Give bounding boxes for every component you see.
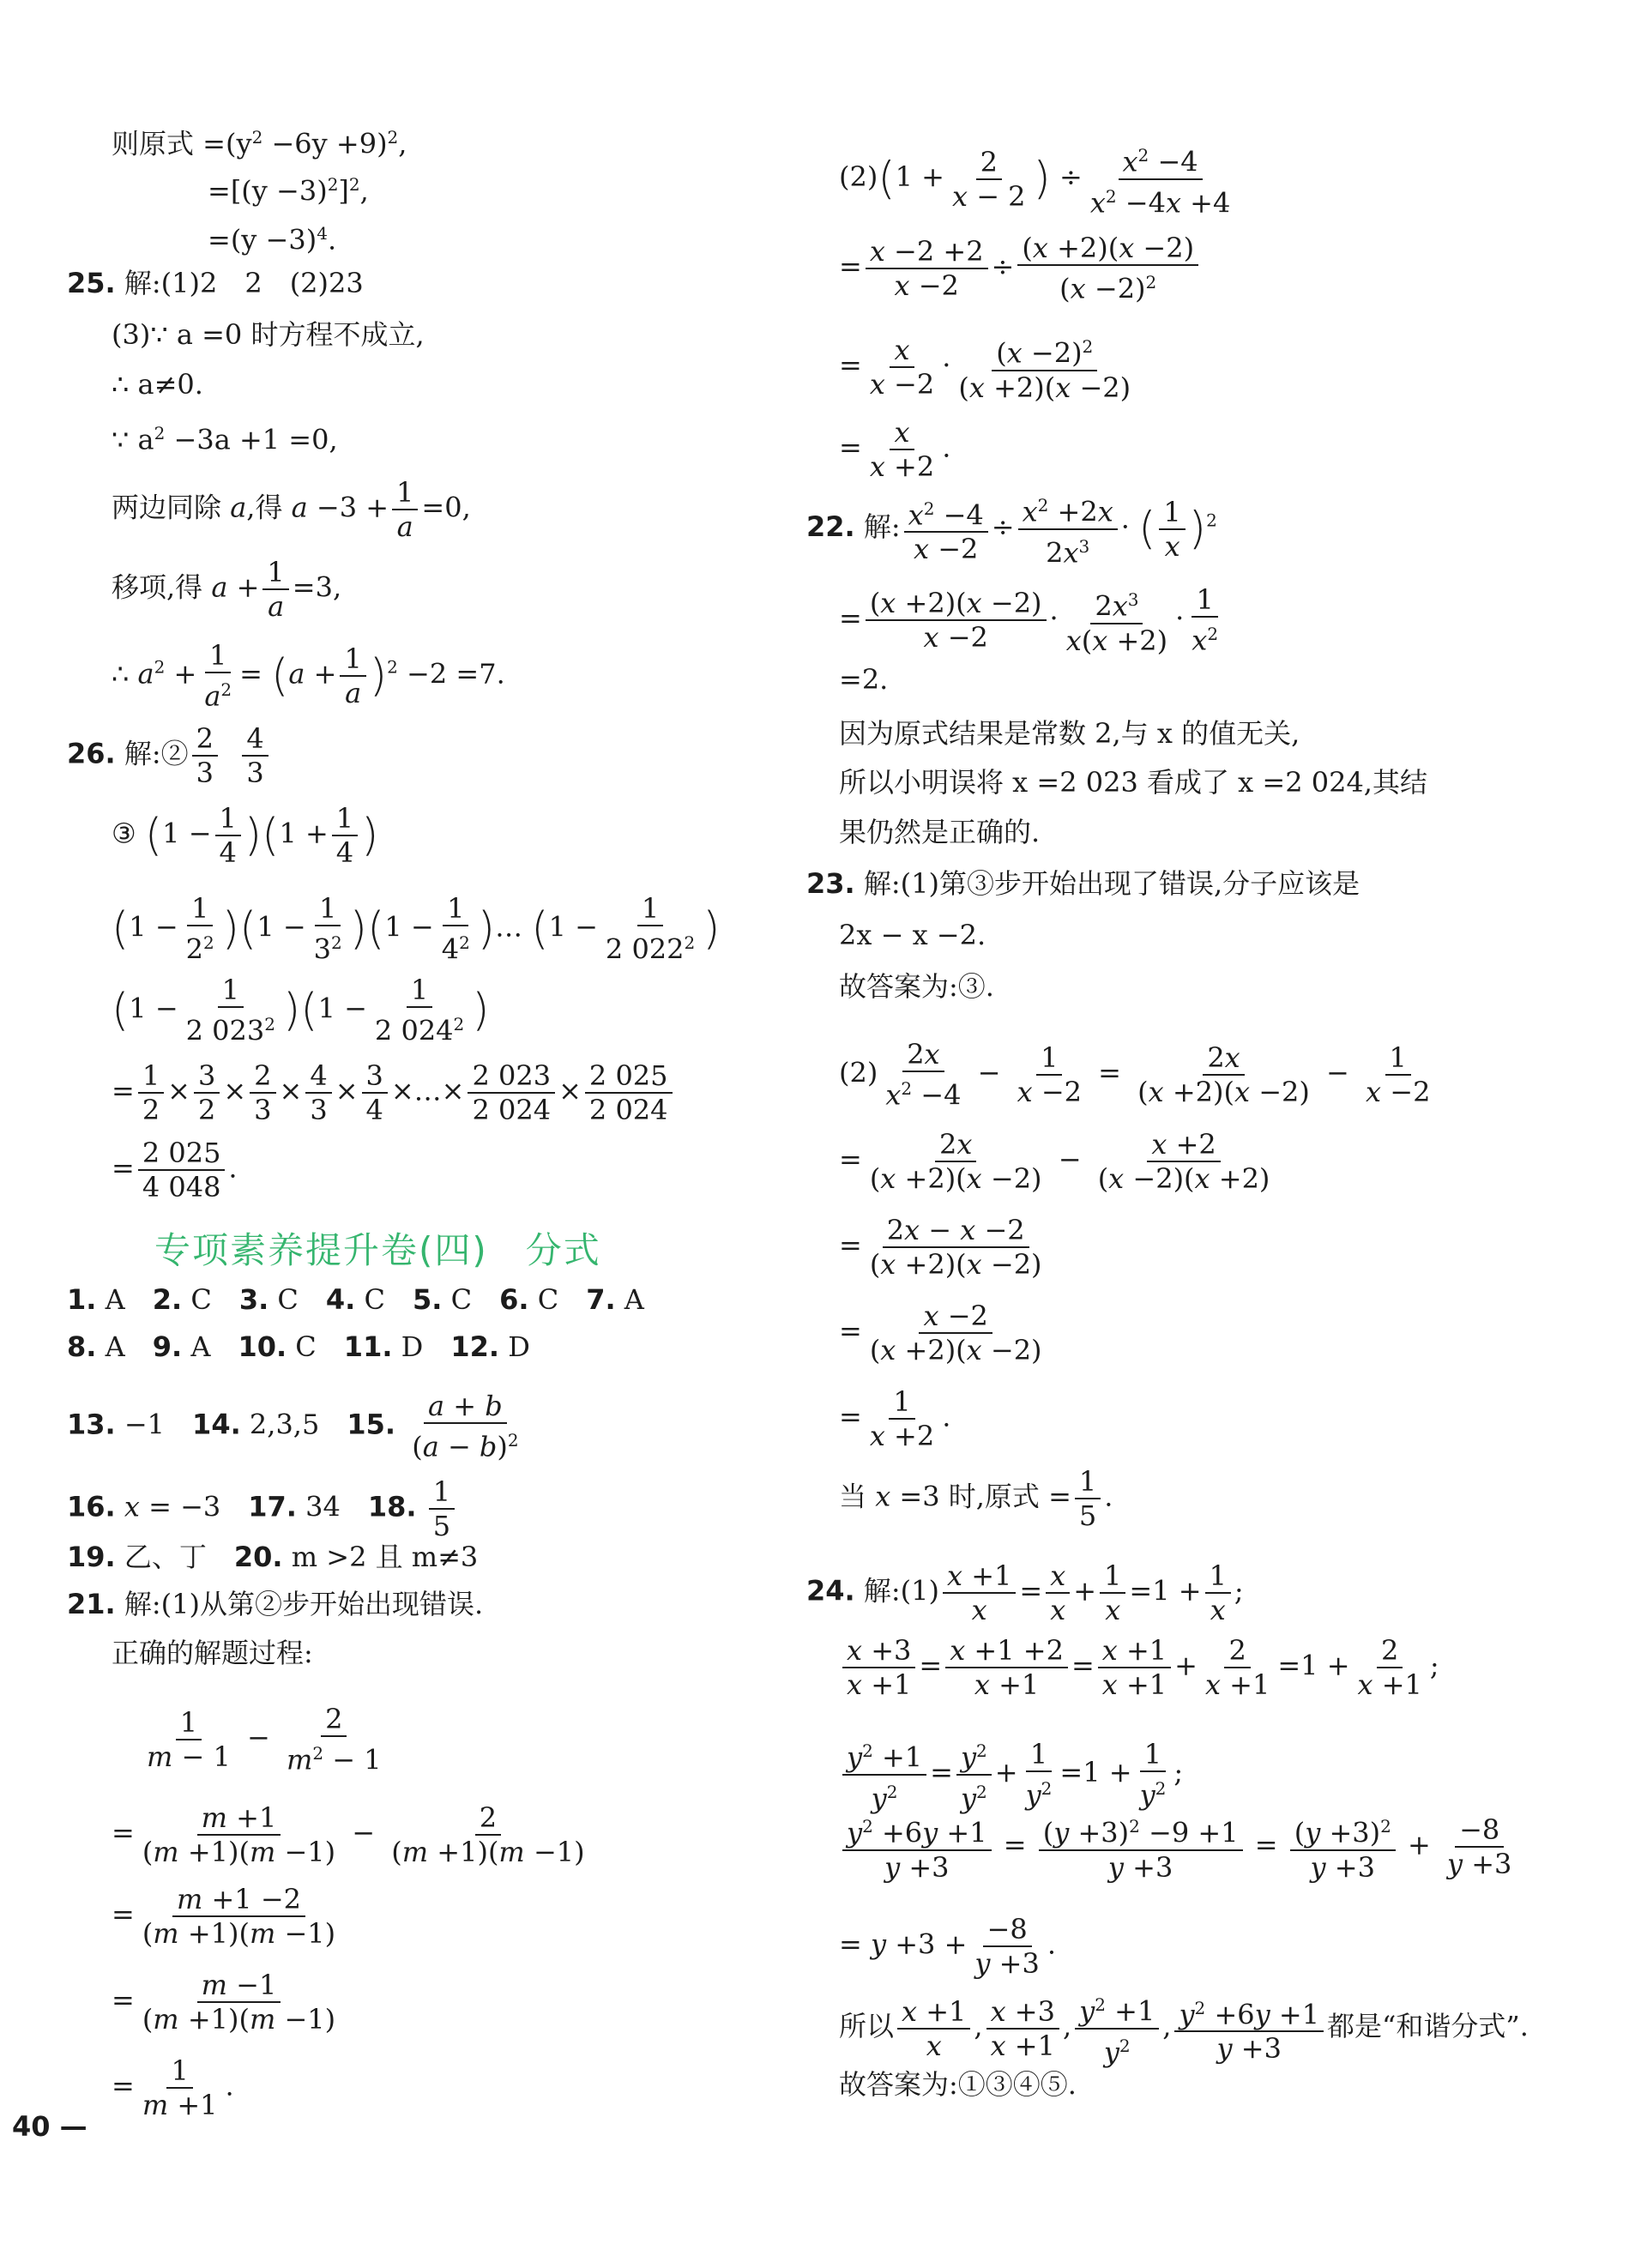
left-column-line: = $\frac{2 025}{4 048}$ . (112, 1137, 238, 1203)
right-column-line: 22. 解: $\frac{x^2 -4}{x -2}$ ÷ $\frac{x^2 +2x}{2x^3}$ · ( $\frac{1}{x}$ )$^2$ (806, 489, 1217, 569)
right-column-line: (2) $\frac{2x}{x^2 -4}$ − $\frac{1}{x -2}$ = $\frac{2x}{(x +2)(x -2)}$ − $\frac{1}{x -2}$ (839, 1038, 1431, 1112)
left-column-line: ③ (1 − $\frac{1}{4}$ )(1 + $\frac{1}{4}$ ) (112, 802, 379, 869)
left-column-line: 8. A 9. A 10. C 11. D 12. D (67, 1330, 530, 1363)
section-title: 专项素养提升卷(四) 分式 (154, 1229, 601, 1271)
right-column-line: = $\frac{2x - x -2}{(x +2)(x -2)}$ (839, 1214, 1042, 1281)
right-column-line: 24. 解:(1) $\frac{x +1}{x}$ = $\frac{x}{x}$ + $\frac{1}{x}$ =1 + $\frac{1}{x}$ ; (806, 1559, 1244, 1626)
left-column-line: $=[(y -3)^2]^2$, (208, 174, 369, 208)
right-column-line: $\frac{x +3}{x +1}$ = $\frac{x +1 +2}{x +1}$ = $\frac{x +1}{x +1}$ + $\frac{2}{x +1}$ =1 + $\frac{2}{x +1}$ ; (839, 1634, 1439, 1701)
right-column-line: 2x − x −2. (839, 919, 986, 951)
left-column-line: 正确的解题过程: (112, 1637, 313, 1669)
left-column-line: (3)∵ a =0 时方程不成立, (112, 318, 425, 351)
left-column-line: ∴ a≠0. (112, 368, 203, 401)
left-column-line: $=(y -3)^4$. (208, 223, 337, 256)
left-column-line: 两边同除 a,得 a −3 + $\frac{1}{a}$ =0, (112, 476, 471, 543)
right-column-line: 23. 解:(1)第③步开始出现了错误,分子应该是 (806, 867, 1360, 900)
left-column-line: 19. 乙、丁 20. m >2 且 m≠3 (67, 1541, 479, 1573)
right-column-line: $\frac{y^2 +6y +1}{y +3}$ = $\frac{(y +3)^2 -9 +1}{y +3}$ = $\frac{(y +3)^2}{y +3}$ + $\frac{-8}{y +3}$ (839, 1810, 1519, 1884)
left-column-line: ∴ $a^2$ + $\frac{1}{a^2}$ = (a + $\frac{1}{a}$ )$^2$ −2 =7. (112, 639, 505, 713)
right-column-line: = y +3 + $\frac{-8}{y +3}$ . (839, 1913, 1056, 1980)
left-column-line: = $\frac{m -1}{(m +1)(m -1)}$ (112, 1969, 336, 2036)
left-column-line: 移项,得 a + $\frac{1}{a}$ =3, (112, 556, 342, 623)
left-column-line: $\frac{1}{m - 1}$ − $\frac{2}{m^2 - 1}$ (147, 1703, 382, 1776)
left-column-line: 16. x = −3 17. 34 18. $\frac{1}{5}$ (67, 1475, 458, 1542)
right-column-line: = $\frac{x -2 +2}{x -2}$ ÷ $\frac{(x +2)(x -2)}{(x -2)^2}$ (839, 232, 1202, 305)
right-column-line: =2. (839, 663, 889, 696)
right-column-line: 因为原式结果是常数 2,与 x 的值无关, (839, 717, 1300, 750)
left-column-line: 1. A 2. C 3. C 4. C 5. C 6. C 7. A (67, 1283, 644, 1316)
right-column-line: (2)(1 + $\frac{2}{x - 2}$ ) ÷ $\frac{x^2 -4}{x^2 -4x +4}$ (839, 139, 1238, 219)
right-column-line: = $\frac{x}{x -2}$ · $\frac{(x -2)^2}{(x +2)(x -2)}$ (839, 330, 1138, 404)
right-column-line: = $\frac{x -2}{(x +2)(x -2)}$ (839, 1300, 1042, 1366)
left-column-line: = $\frac{1}{2}$ × $\frac{3}{2}$ × $\frac{2}{3}$ × $\frac{4}{3}$ × $\frac{3}{4}$ ×…× $\frac{2 023}{2 024}$ × $\frac{2 025}{2 024}$ (112, 1059, 676, 1126)
right-column-line: 故答案为:①③④⑤. (839, 2068, 1077, 2101)
right-column-line: 所以 $\frac{x +1}{x}$ , $\frac{x +3}{x +1}$ , $\frac{y^2 +1}{y^2}$ , $\frac{y^2 +6y +1}{y +3}$ 都是“和谐分式”. (839, 1988, 1529, 2068)
left-column-line: 13. −1 14. 2,3,5 15. $\frac{a + b}{(a - b)^2}$ (67, 1390, 519, 1463)
left-column-line: (1 − $\frac{1}{2 023^2}$ )(1 − $\frac{1}{2 024^2}$ ) (112, 974, 490, 1047)
right-column-line: = $\frac{(x +2)(x -2)}{x -2}$ · $\frac{2x^3}{x(x +2)}$ · $\frac{1}{x^2}$ (839, 583, 1219, 657)
right-column-line: = $\frac{1}{x +2}$ . (839, 1385, 951, 1452)
page-number: 40 — (12, 2110, 87, 2143)
left-column-line: = $\frac{1}{m +1}$ . (112, 2054, 234, 2121)
left-column-line: (1 − $\frac{1}{2^2}$ )(1 − $\frac{1}{3^2}$ )(1 − $\frac{1}{4^2}$ )… (1 − $\frac{1}{2 022^2}$ ) (112, 892, 721, 966)
right-column-line: 故答案为:③. (839, 970, 994, 1003)
left-column-line: = $\frac{m +1}{(m +1)(m -1)}$ − $\frac{2}{(m +1)(m -1)}$ (112, 1801, 585, 1868)
left-column-line: ∵ $a^2 -3a +1 =0$, (112, 423, 338, 456)
right-column-line: 果仍然是正确的. (839, 816, 1041, 848)
left-column-line: 26. 解:② $\frac{2}{3}$ $\frac{4}{3}$ (67, 722, 272, 789)
left-column-line: 21. 解:(1)从第②步开始出现错误. (67, 1588, 484, 1620)
right-column-line: $\frac{y^2 +1}{y^2}$ = $\frac{y^2}{y^2}$ + $\frac{1}{y^2}$ =1 + $\frac{1}{y^2}$ ; (839, 1734, 1183, 1814)
right-column-line: = $\frac{x}{x +2}$ . (839, 416, 951, 483)
left-column-line: 25. 解:(1)2 2 (2)23 (67, 267, 364, 299)
left-column-line: 则原式 $=(y^2 -6y +9)^2$, (112, 127, 407, 160)
right-column-line: = $\frac{2x}{(x +2)(x -2)}$ − $\frac{x +2}{(x -2)(x +2)}$ (839, 1128, 1270, 1195)
left-column-line: = $\frac{m +1 -2}{(m +1)(m -1)}$ (112, 1883, 336, 1950)
right-column-line: 所以小明误将 x =2 023 看成了 x =2 024,其结 (839, 766, 1427, 799)
right-column-line: 当 x =3 时,原式 = $\frac{1}{5}$ . (839, 1465, 1113, 1532)
